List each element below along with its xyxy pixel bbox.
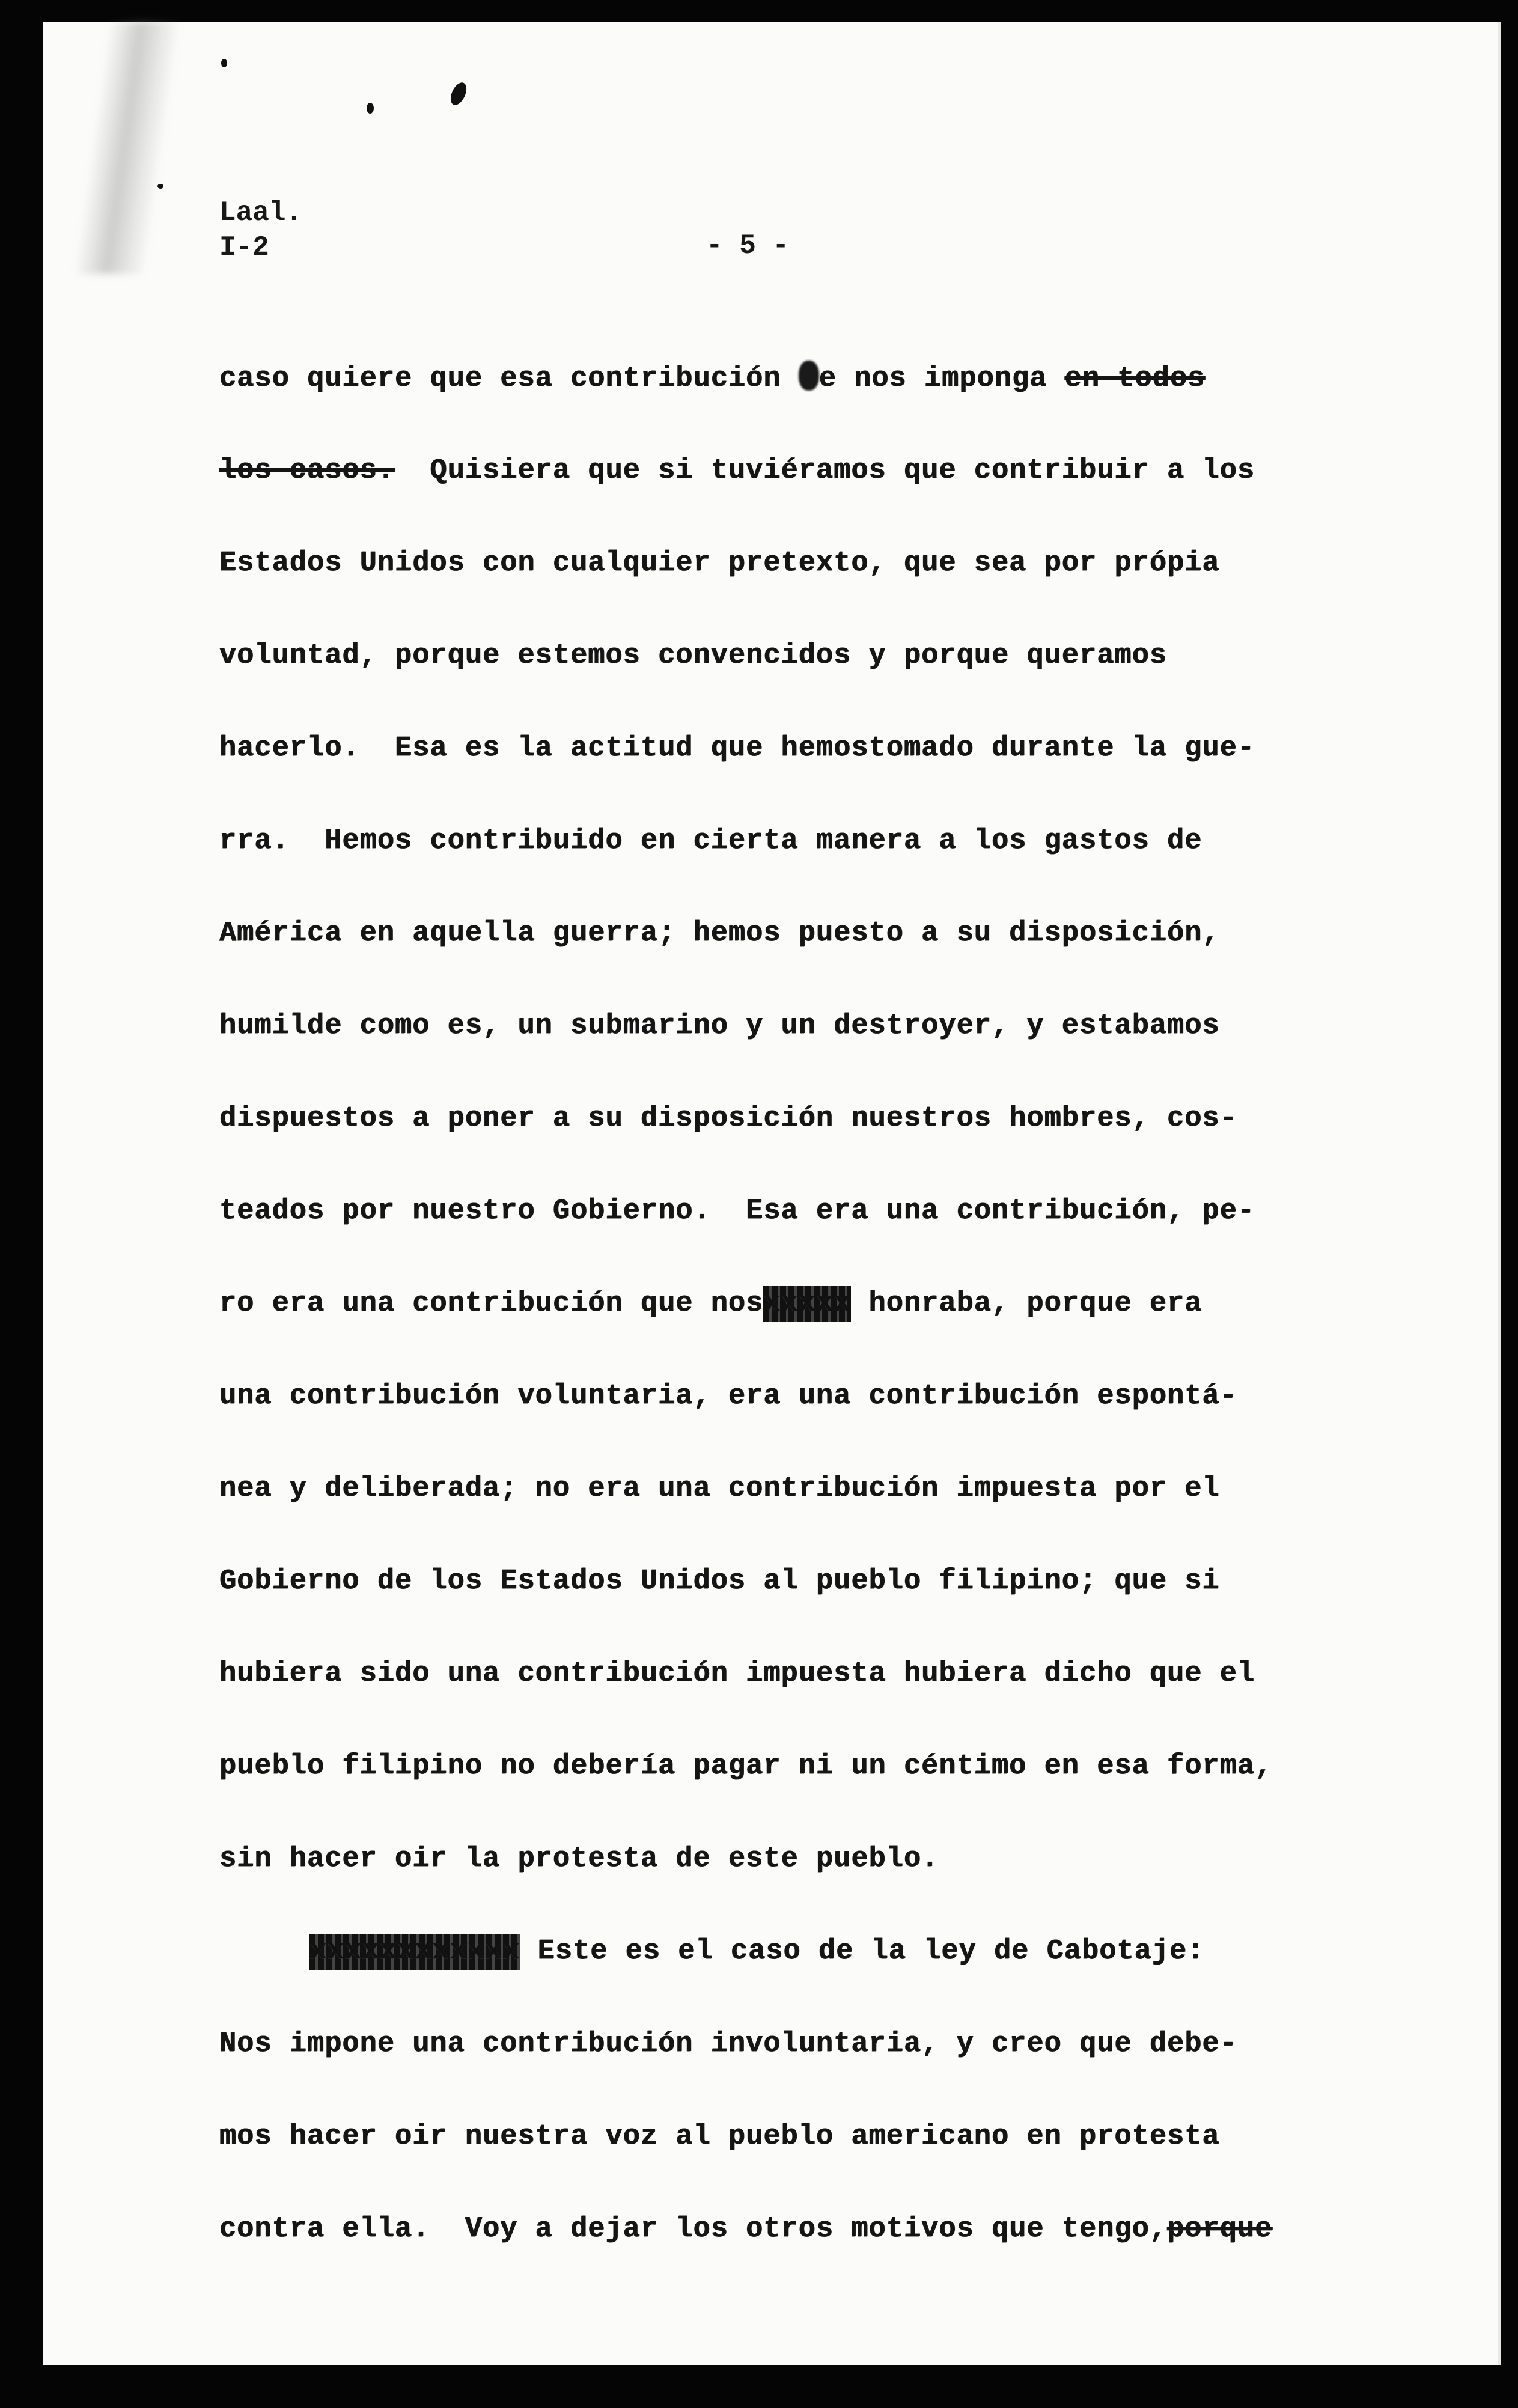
struck-text: porque xyxy=(1167,2213,1273,2245)
text-line xyxy=(219,453,1361,546)
text-line: Nos impone una contribución involuntaria, y creo que debe- xyxy=(219,2028,1237,2060)
text-line xyxy=(219,361,1361,453)
text-line: hacerlo. Esa es la actitud que hemostomado durante la gue- xyxy=(219,733,1255,764)
text-line: humilde como es, un submarino y un destroyer, y estabamos xyxy=(219,1010,1220,1042)
typed-body-text xyxy=(219,361,1361,2304)
line-segment: Este es el caso de la ley de Cabotaje: xyxy=(520,1936,1205,1968)
document-reference xyxy=(219,195,302,265)
line-segment: contra ella. Voy a dejar los otros motivos que tengo, xyxy=(219,2213,1168,2245)
struck-text: en todos xyxy=(1064,363,1206,395)
scan-smudge xyxy=(73,22,181,274)
text-line: pueblo filipino no debería pagar ni un céntimo en esa forma, xyxy=(219,1751,1273,1782)
text-line: voluntad, porque estemos convencidos y porque queramos xyxy=(219,640,1168,672)
line-segment: ro era una contribución que nos xyxy=(219,1288,764,1320)
ink-speck xyxy=(367,103,374,114)
reference-line-1: Laal. xyxy=(219,197,303,228)
ink-speck xyxy=(448,80,470,108)
text-line xyxy=(219,1286,1361,1379)
text-line: rra. Hemos contribuido en cierta manera a los gastos de xyxy=(219,825,1203,857)
reference-line-2: I-2 xyxy=(219,232,269,263)
struck-text: los casos. xyxy=(219,455,395,487)
text-line: teados por nuestro Gobierno. Esa era una contribución, pe- xyxy=(219,1195,1255,1227)
typed-over-text: xxxxxxxxxxxx xyxy=(309,1934,520,1970)
text-line: dispuestos a poner a su disposición nuestros hombres, cos- xyxy=(219,1103,1237,1135)
text-line: Estados Unidos con cualquier pretexto, que sea por própia xyxy=(219,547,1220,579)
line-segment: e nos imponga xyxy=(818,363,1047,395)
text-line: nea y deliberada; no era una contribución impuesta por el xyxy=(219,1473,1220,1505)
ink-blot xyxy=(799,361,819,391)
text-line: una contribución voluntaria, era una contribución espontá- xyxy=(219,1380,1237,1412)
ink-speck xyxy=(157,184,163,189)
text-line xyxy=(219,2211,1361,2304)
line-segment: honraba, porque era xyxy=(851,1288,1203,1320)
page-number: - 5 - xyxy=(706,230,790,261)
text-line: América en aquella guerra; hemos puesto a su disposición, xyxy=(219,918,1220,949)
typed-over-text: xxxxx xyxy=(763,1286,851,1322)
text-line: sin hacer oir la protesta de este pueblo. xyxy=(219,1843,939,1875)
ink-speck xyxy=(221,59,227,67)
line-segment: Quisiera que si tuviéramos que contribuir a los xyxy=(395,455,1255,487)
line-segment: caso quiere que esa contribución xyxy=(219,363,799,395)
text-line xyxy=(219,1934,1361,2026)
text-line: mos hacer oir nuestra voz al pueblo americano en protesta xyxy=(219,2121,1220,2153)
text-line: hubiera sido una contribución impuesta hubiera dicho que el xyxy=(219,1658,1255,1690)
text-line: Gobierno de los Estados Unidos al pueblo filipino; que si xyxy=(219,1565,1220,1597)
